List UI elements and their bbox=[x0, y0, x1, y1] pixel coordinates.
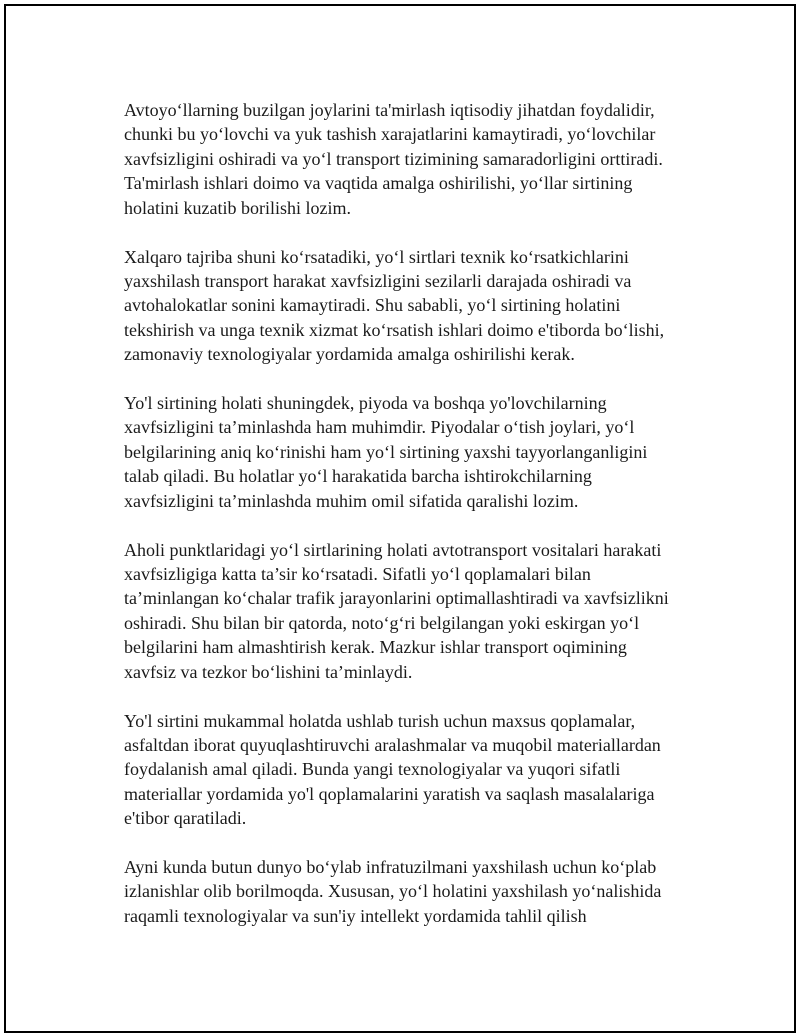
text-line: talab qiladi. Bu holatlar yo‘l harakatida barcha ishtirokchilarning bbox=[124, 466, 592, 487]
text-line: xavfsizligini ta’minlashda ham muhimdir. Piyodalar o‘tish joylari, yo‘l bbox=[124, 417, 635, 438]
text-line: raqamli texnologiyalar va sun'iy intellekt yordamida tahlil qilish bbox=[124, 905, 587, 926]
text-line: yaxshilash transport harakat xavfsizligini sezilarli darajada oshiradi va bbox=[124, 270, 632, 291]
text-line: xavfsizligini oshiradi va yo‘l transport tizimining samaradorligini orttiradi. bbox=[124, 148, 663, 169]
paragraph-5 bbox=[124, 709, 704, 831]
text-line: materiallar yordamida yo'l qoplamalarini yaratish va saqlash masalalariga bbox=[124, 783, 655, 804]
paragraph-3 bbox=[124, 391, 704, 513]
text-line: Avtoyo‘llarning buzilgan joylarini ta'mirlash iqtisodiy jihatdan foydalidir, bbox=[124, 100, 655, 120]
text-line: Aholi punktlaridagi yo‘l sirtlarining holati avtotransport vositalari harakati bbox=[124, 539, 662, 560]
text-line: ta’minlangan ko‘chalar trafik jarayonlarini optimallashtiradi va xavfsizlikni bbox=[124, 588, 669, 609]
text-line: Ta'mirlash ishlari doimo va vaqtida amalga oshirilishi, yo‘llar sirtining bbox=[124, 173, 633, 194]
paragraph-1 bbox=[124, 98, 704, 220]
text-line: Yo'l sirtini mukammal holatda ushlab turish uchun maxsus qoplamalar, bbox=[124, 710, 636, 731]
text-line: Xalqaro tajriba shuni ko‘rsatadiki, yo‘l sirtlari texnik ko‘rsatkichlarini bbox=[124, 246, 629, 267]
text-line: Ayni kunda butun dunyo bo‘ylab infratuzilmani yaxshilash uchun ko‘plab bbox=[124, 857, 657, 878]
text-line: oshiradi. Shu bilan bir qatorda, noto‘g‘ri belgilangan yoki eskirgan yo‘l bbox=[124, 612, 640, 633]
document-body bbox=[124, 98, 704, 953]
text-line: avtohalokatlar sonini kamaytiradi. Shu sababli, yo‘l sirtining holatini bbox=[124, 295, 621, 316]
text-line: belgilarini ham almashtirish kerak. Mazkur ishlar transport oqimining bbox=[124, 637, 627, 658]
paragraph-6 bbox=[124, 855, 704, 928]
text-line: tekshirish va unga texnik xizmat ko‘rsatish ishlari doimo e'tiborda bo‘lishi, bbox=[124, 319, 665, 340]
text-line: belgilarining aniq ko‘rinishi ham yo‘l sirtining yaxshi tayyorlanganligini bbox=[124, 441, 648, 462]
text-line: izlanishlar olib borilmoqda. Xususan, yo‘l holatini yaxshilash yo‘nalishida bbox=[124, 881, 662, 902]
text-line: xavfsizligiga katta ta’sir ko‘rsatadi. Sifatli yo‘l qoplamalari bilan bbox=[124, 564, 591, 584]
text-line: foydalanish amal qiladi. Bunda yangi texnologiyalar va yuqori sifatli bbox=[124, 759, 621, 780]
paragraph-2 bbox=[124, 245, 704, 367]
text-line: xavfsiz va tezkor bo‘lishini ta’minlaydi. bbox=[124, 661, 413, 682]
paragraph-4 bbox=[124, 538, 704, 684]
text-line: zamonaviy texnologiyalar yordamida amalga oshirilishi kerak. bbox=[124, 344, 575, 365]
text-line: xavfsizligini ta’minlashda muhim omil sifatida qaralishi lozim. bbox=[124, 490, 579, 511]
text-line: Yo'l sirtining holati shuningdek, piyoda va boshqa yo'lovchilarning bbox=[124, 393, 607, 414]
text-line: holatini kuzatib borilishi lozim. bbox=[124, 197, 351, 218]
text-line: asfaltdan iborat quyuqlashtiruvchi aralashmalar va muqobil materiallardan bbox=[124, 734, 661, 755]
text-line: e'tibor qaratiladi. bbox=[124, 808, 247, 829]
page-frame bbox=[4, 4, 796, 1033]
text-line: chunki bu yo‘lovchi va yuk tashish xarajatlarini kamaytiradi, yo‘lovchilar bbox=[124, 124, 656, 145]
